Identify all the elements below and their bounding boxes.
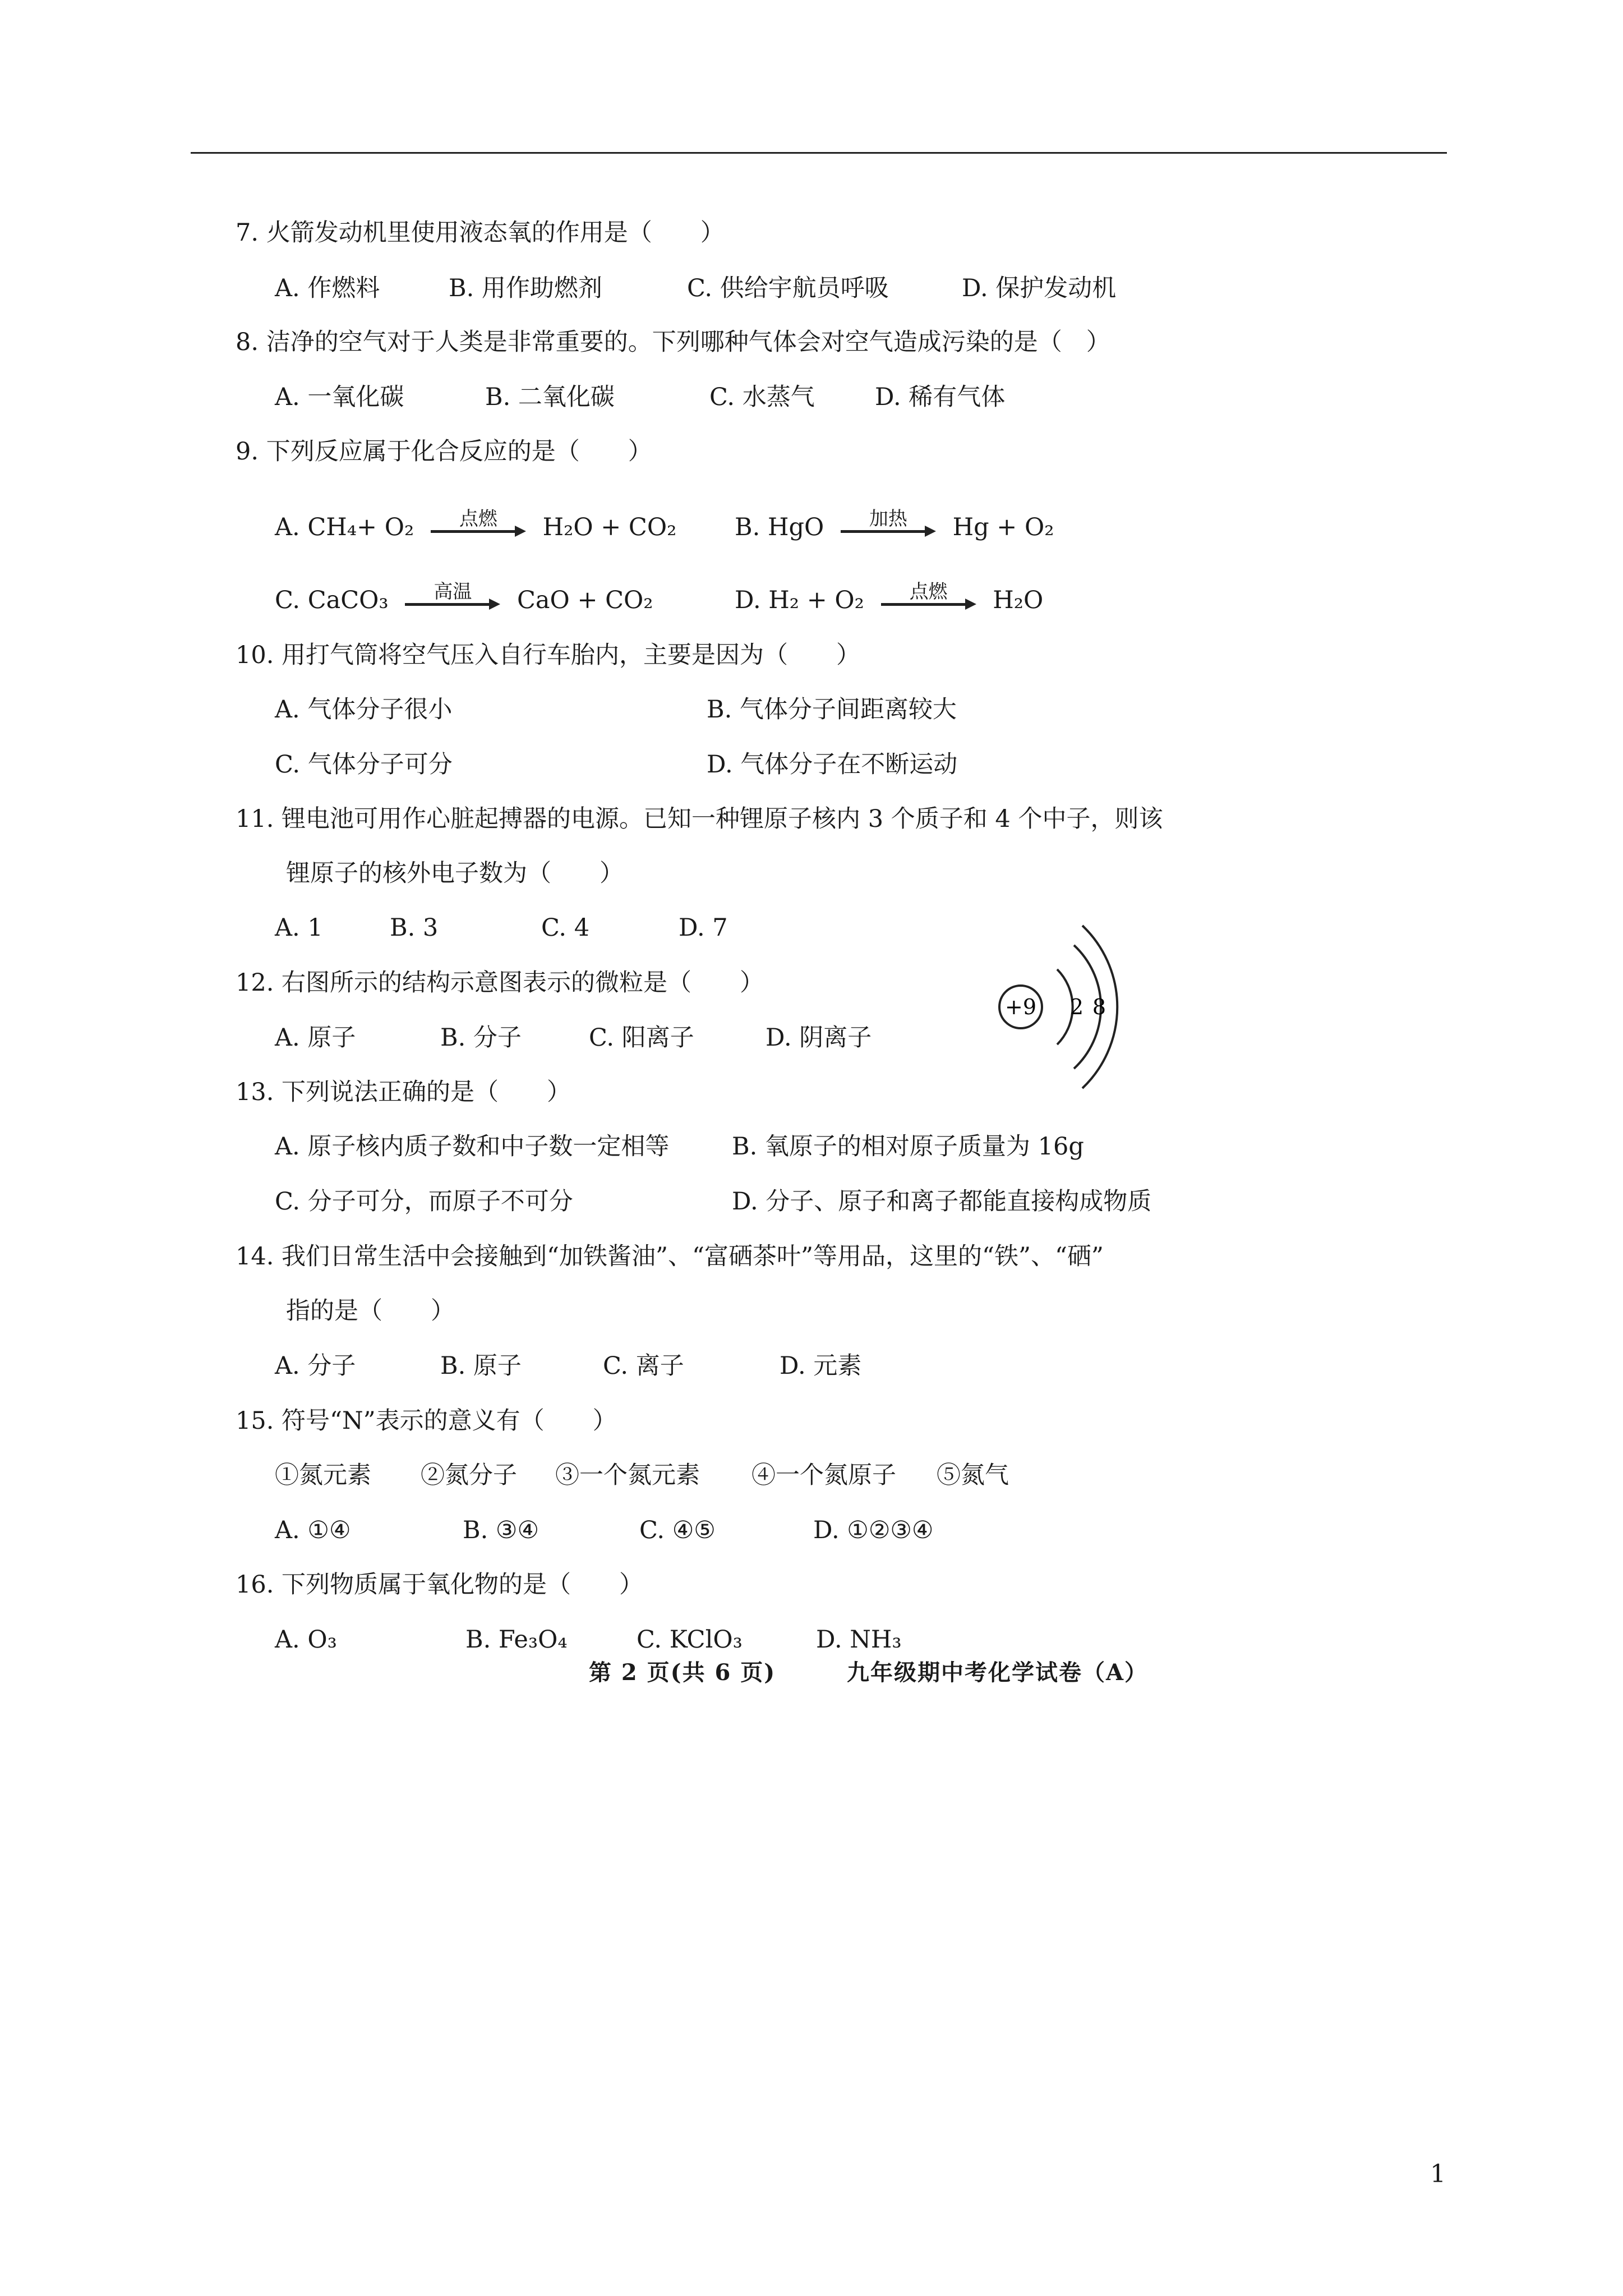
q13-option-a: A. 原子核内质子数和中子数一定相等 (275, 1133, 670, 1161)
q11-option-c: C. 4 (541, 914, 590, 942)
question-7-stem: 7. 火箭发动机里使用液态氧的作用是（ ） (236, 219, 725, 247)
q16-option-b: B. Fe₃O₄ (465, 1626, 568, 1654)
reaction-arrow (841, 508, 936, 546)
q11-option-a: A. 1 (275, 914, 323, 942)
q15-option-a: A. ①④ (275, 1516, 351, 1544)
atom-structure-diagram (998, 920, 1122, 1094)
q13-option-c: C. 分子可分，而原子不可分 (275, 1188, 573, 1216)
q15-option-b: B. ③④ (463, 1516, 540, 1544)
question-9-stem: 9. 下列反应属于化合反应的是（ ） (236, 438, 652, 466)
q16-option-d: D. NH₃ (816, 1626, 902, 1654)
q10-option-b: B. 气体分子间距离较大 (707, 696, 957, 724)
q9a-products: H₂O + CO₂ (542, 513, 677, 541)
q9-option-a (275, 510, 676, 546)
shell-2-electrons: 8 (1092, 995, 1106, 1019)
q15-item-3: ③一个氮元素 (555, 1461, 700, 1489)
q13-option-d: D. 分子、原子和离子都能直接构成物质 (732, 1188, 1152, 1216)
q9-option-d (735, 583, 1043, 619)
q9d-condition: 点燃 (909, 581, 948, 603)
reaction-arrow (881, 581, 976, 619)
q9b-reactants: HgO (767, 513, 824, 541)
q9d-reactants: H₂ + O₂ (768, 586, 864, 614)
nucleus-charge: +9 (1004, 995, 1037, 1019)
q9-option-b (735, 510, 1054, 546)
q12-option-b: B. 分子 (440, 1024, 522, 1052)
q15-option-d: D. ①②③④ (813, 1516, 934, 1544)
q14-option-a: A. 分子 (275, 1352, 356, 1380)
q9c-reactants: CaCO₃ (307, 586, 389, 614)
q10-option-c: C. 气体分子可分 (275, 751, 453, 779)
q9a-condition: 点燃 (459, 508, 497, 530)
question-13-stem: 13. 下列说法正确的是（ ） (236, 1078, 571, 1106)
q9c-condition: 高温 (434, 581, 472, 603)
q9d-products: H₂O (993, 586, 1044, 614)
q9b-condition: 加热 (869, 508, 907, 530)
shell-1-electrons: 2 (1069, 995, 1084, 1019)
q14-option-c: C. 离子 (603, 1352, 684, 1380)
q15-item-4: ④一个氮原子 (751, 1461, 896, 1489)
q8-option-d: D. 稀有气体 (875, 383, 1006, 411)
page-footer-title: 九年级期中考化学试卷（A） (847, 1659, 1149, 1686)
q8-option-b: B. 二氧化碳 (485, 383, 615, 411)
header-rule (191, 152, 1447, 154)
q16-option-a: A. O₃ (275, 1626, 337, 1654)
q7-option-c: C. 供给宇航员呼吸 (687, 274, 889, 302)
question-15-stem: 15. 符号“N”表示的意义有（ ） (236, 1407, 617, 1435)
q8-option-c: C. 水蒸气 (709, 383, 815, 411)
page-footer-count: 第 2 页(共 6 页) (589, 1659, 776, 1686)
q9b-label: B. (735, 513, 760, 541)
q10-option-d: D. 气体分子在不断运动 (707, 751, 958, 779)
question-11-stem: 11. 锂电池可用作心脏起搏器的电源。已知一种锂原子核内 3 个质子和 4 个中子，则该 (236, 805, 1163, 833)
q13-option-b: B. 氧原子的相对原子质量为 16g (732, 1133, 1084, 1161)
question-10-stem: 10. 用打气筒将空气压入自行车胎内，主要是因为（ ） (236, 641, 861, 669)
q9d-label: D. (735, 586, 761, 614)
q15-item-2: ②氮分子 (421, 1461, 517, 1489)
q12-option-d: D. 阴离子 (766, 1024, 872, 1052)
q16-option-c: C. KClO₃ (637, 1626, 743, 1654)
q14-option-b: B. 原子 (440, 1352, 522, 1380)
q15-option-c: C. ④⑤ (639, 1516, 716, 1544)
q12-option-a: A. 原子 (275, 1024, 356, 1052)
q9c-label: C. (275, 586, 301, 614)
q12-option-c: C. 阳离子 (589, 1024, 694, 1052)
q11-option-b: B. 3 (390, 914, 439, 942)
reaction-arrow (431, 508, 526, 546)
question-12-stem: 12. 右图所示的结构示意图表示的微粒是（ ） (236, 969, 764, 997)
q9-option-c (275, 583, 653, 619)
reaction-arrow (405, 581, 500, 619)
q7-option-a: A. 作燃料 (275, 274, 380, 302)
q14-option-d: D. 元素 (780, 1352, 862, 1380)
question-16-stem: 16. 下列物质属于氧化物的是（ ） (236, 1571, 644, 1599)
q9a-label: A. (275, 513, 300, 541)
question-8-stem: 8. 洁净的空气对于人类是非常重要的。下列哪种气体会对空气造成污染的是（ ） (236, 328, 1110, 356)
question-14-stem-cont: 指的是（ ） (286, 1297, 455, 1325)
question-11-stem-cont: 锂原子的核外电子数为（ ） (286, 859, 624, 887)
question-14-stem: 14. 我们日常生活中会接触到“加铁酱油”、“富硒茶叶”等用品，这里的“铁”、“硒” (236, 1243, 1104, 1271)
q9a-reactants: CH₄+ O₂ (307, 513, 414, 541)
q9c-products: CaO + CO₂ (517, 586, 653, 614)
q10-option-a: A. 气体分子很小 (275, 696, 453, 724)
page-number: 1 (1430, 2160, 1446, 2188)
q7-option-d: D. 保护发动机 (962, 274, 1117, 302)
q8-option-a: A. 一氧化碳 (275, 383, 404, 411)
q9b-products: Hg + O₂ (952, 513, 1054, 541)
q15-item-1: ①氮元素 (275, 1461, 371, 1489)
q15-item-5: ⑤氮气 (937, 1461, 1009, 1489)
q11-option-d: D. 7 (679, 914, 728, 942)
q7-option-b: B. 用作助燃剂 (449, 274, 602, 302)
